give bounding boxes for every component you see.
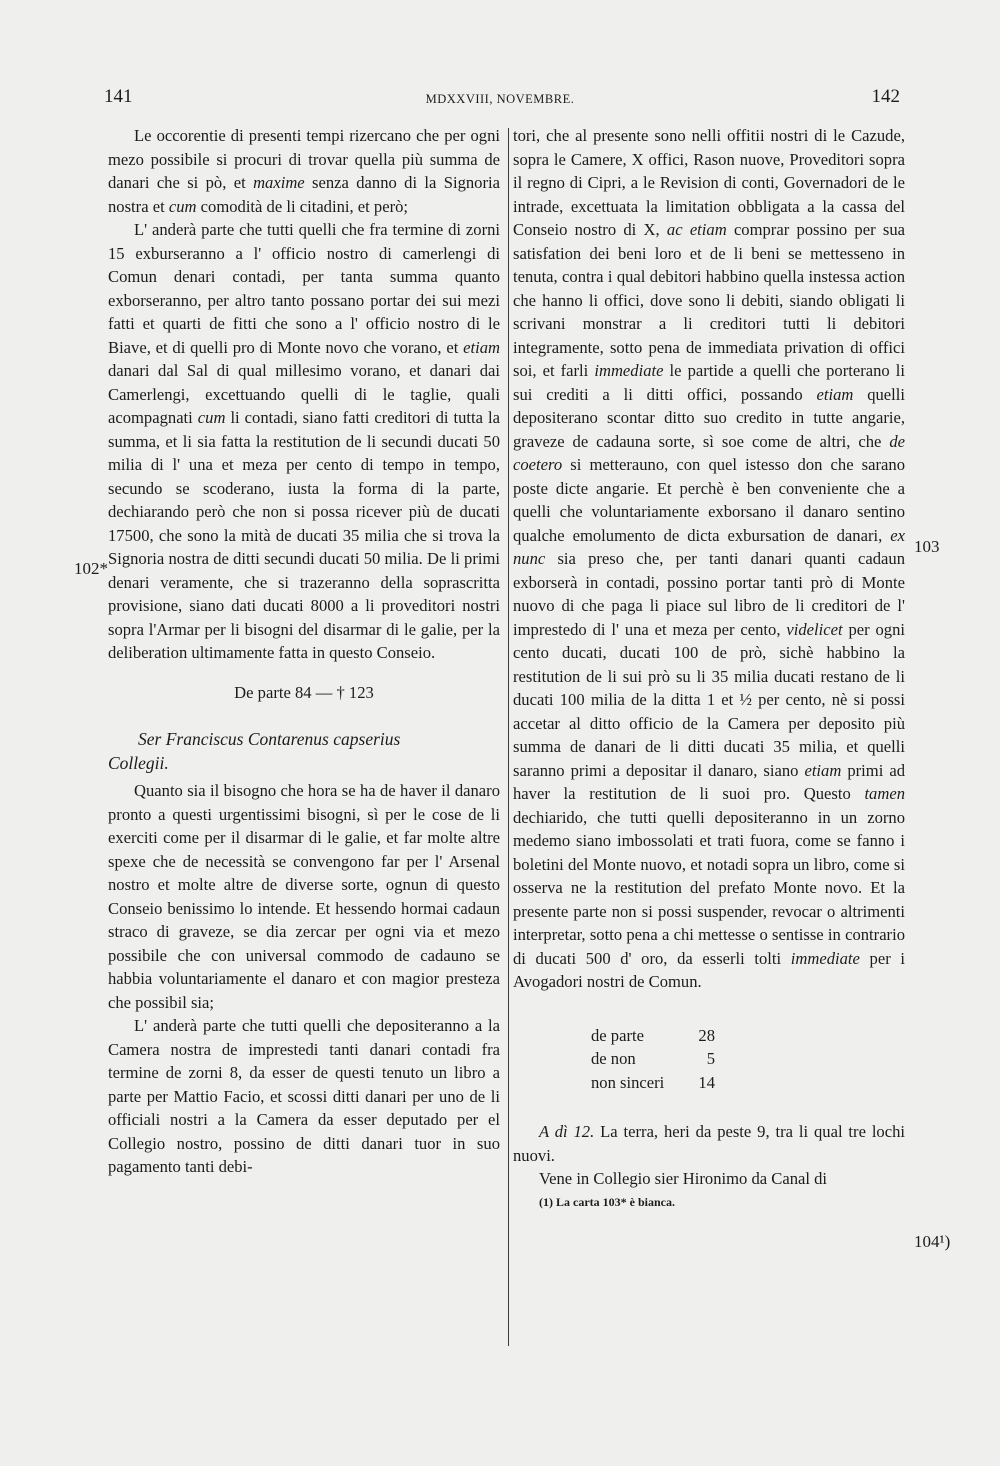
footnote: (1) La carta 103* è bianca. (539, 1194, 675, 1209)
paragraph: Vene in Collegio sier Hironimo da Canal di (539, 1169, 828, 1188)
page-number-left: 141 (104, 86, 133, 107)
margin-note-104: 104¹) (914, 1232, 951, 1251)
paragraph: L' anderà parte che tutti quelli che depositeranno a la Camera nostra de imprestedi tanti danari contadi fra termine de zorni 8, da esser de questi tenuto un libro a parte per Mattio Facio, et scossi ditti danari per uno de li officiali nostri a la Camera da esser deputado per el Collegio nostro, possino de ditti danari tuor in suo pagamento tanti debi- (108, 1016, 500, 1176)
speaker-heading: Ser Franciscus Contarenus capserius Collegii. (108, 729, 401, 773)
page-number-right: 142 (871, 86, 900, 107)
vote-row: de non 5 (591, 1049, 715, 1068)
running-title: MDXXVIII, NOVEMBRE. (425, 92, 575, 106)
vote-table (591, 1024, 905, 1095)
paragraph: tori, che al presente sono nelli offitii nostri di le Cazude, sopra le Camere, X offici, Rason nuove, Proveditori sopra il regno di Cipri, a le Revision di conti, Governadori de le intrade, excettuata la limitation obbligata a la cassa del Conseio nostro di X, ac etiam comprar possino per sua satisfation dei beni loro et de li beni se mettesseno in tenuta, contra i qual debitori habbino quella instessa action che hanno li offici, dove sono li debiti, siando obligati li scrivani monstrar a li creditori tutti li debitori integramente, sotto pena de immediata privation di offici soi, et farli immediate le partide a quelli che porterano li sui crediti a li ditti offici, possando etiam quelli depositerano scontar ditto suo credito in tutte angarie, graveze de cadauna sorte, sì soe come de altri, che de coetero si metterauno, con quel istesso don che sarano poste dicte angarie. Et perchè è ben conveniente che a quelli che voluntariamente exborsano il danaro sentino qualche emolumento de dicta exbursation de danari, ex nunc sia preso che, per tanti danari quanti cadaun exborserà in contadi, possino portar tanti prò di Monte nuovo di che paga li piace sul libro de li creditori de l' imprestedo di l' una et meza per cento, videlicet per ogni cento ducati, ducati 100 de prò, sichè habbino la restitution de li sui prò su li 35 milia ducati restano de li ducati 100 milia de la ditta 1 et ½ per cento, nè si possi accetar al ditto officio de la Camera per deposito più summa de danari de li ditti ducati 35 milia, et quelli saranno primi a depositar il danaro, siano etiam primi ad haver la restitution de li suoi pro. Questo tamen dechiarido, che tutti quelli depositeranno in un zorno medemo siano imbossolati et trati fuora, come se fanno i boletini del Monte nuovo, et notadi sopra un libro, come si osserva ne la restitution del prefato Monte novo. Et la presente parte non si possi suspender, revocar o altrimenti interpretar, sotto pena a chi mettesse o sentisse in contrario di ducati 500 d' oro, da esserli tolti immediate per i Avogadori nostri de Comun. (513, 126, 905, 991)
left-column (108, 124, 500, 1179)
margin-note-102: 102* (74, 559, 108, 578)
vote-row: de parte 28 (591, 1025, 715, 1045)
margin-note-103: 103 (914, 537, 940, 556)
column-divider (508, 128, 509, 1346)
vote-row: non sinceri 14 (591, 1072, 715, 1092)
vote-result: De parte 84 — † 123 (234, 682, 374, 702)
paragraph: A dì 12. La terra, heri da peste 9, tra li qual tre lochi nuovi. (513, 1122, 905, 1165)
paragraph: Le occorentie di presenti tempi rizercano che per ogni mezo possibile si procuri di trovar quella più summa de danari che si pò, et maxime senza danno di la Signoria nostra et cum comodità de li citadini, et però; (108, 126, 500, 216)
paragraph: Quanto sia il bisogno che hora se ha de haver il danaro pronto a questi urgentissimi bisogni, sì per le cose de li exerciti come per il disarmar di le galie, et far molte altre spexe che de necessità se convengono far per l' Arsenal nostro et molte altre de diverse sorte, ognun di questo Conseio benissimo lo intende. Et hessendo hormai cadaun straco di graveze, se dia zercar per ogni via et mezo possibile che con universal commodo de cadauno se habbia voluntariamente el danaro et con magior presteza che possibil sia; (108, 781, 500, 1012)
right-column (513, 124, 905, 1214)
paragraph: L' anderà parte che tutti quelli che fra termine di zorni 15 exburseranno a l' officio nostro di camerlengi di Comun denari contadi, per tanta summa quanto exborseranno, per altro tanto possano portar dei sui mezi fatti et quarti de fitti che sono a l' officio nostro di le Biave, et di quelli pro di Monte novo che vorano, et etiam danari dal Sal di qual millesimo vorano, et danari dai Camerlengi, excettuando quelli di le taglie, quali acompagnati cum li contadi, siano fatti creditori di tutta la summa, et li sia fatta la restitution de li secundi ducati 50 milia di l' una et meza per cento di tempo in tempo, secundo se scoderano, iusta la forma di la parte, dechiarando però che non si possa ricever più de ducati 17500, che sono la mità de ducati 35 milia che si trova la Signoria nostra de ditti secundi ducati 50 milia. De li primi denari veramente, che si trazeranno della soprascritta provisione, siano dati ducati 8000 a li proveditori nostri sopra l'Armar per li bisogni del disarmar di le galie, per la deliberation ultimamente fatta in questo Conseio. (108, 220, 500, 662)
